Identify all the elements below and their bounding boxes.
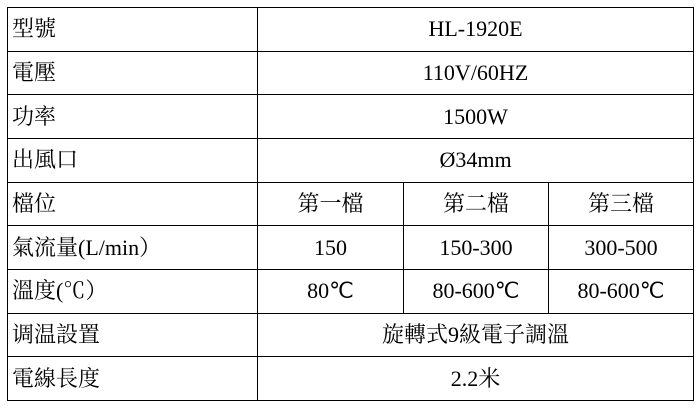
table-row — [8, 51, 694, 95]
row-value: 旋轉式9級電子調溫 — [258, 313, 694, 357]
row-label: 氣流量(L/min） — [8, 226, 258, 270]
row-value-3: 第三檔 — [549, 182, 694, 226]
row-value-1: 第一檔 — [258, 182, 404, 226]
row-value-2: 80-600℃ — [404, 269, 549, 313]
table-row — [8, 182, 694, 226]
row-label: 檔位 — [8, 182, 258, 226]
row-label: 電線長度 — [8, 357, 258, 401]
table-row — [8, 269, 694, 313]
row-value-2: 150-300 — [404, 226, 549, 270]
row-label: 功率 — [8, 95, 258, 139]
specification-table-body — [8, 8, 694, 401]
table-row — [8, 138, 694, 182]
row-label: 電壓 — [8, 51, 258, 95]
row-value-1: 80℃ — [258, 269, 404, 313]
row-label: 调温設置 — [8, 313, 258, 357]
row-label: 型號 — [8, 8, 258, 52]
table-row — [8, 226, 694, 270]
table-row — [8, 8, 694, 52]
row-label: 出風口 — [8, 138, 258, 182]
specification-table — [7, 7, 694, 401]
row-value: 1500W — [258, 95, 694, 139]
row-value: 2.2米 — [258, 357, 694, 401]
row-value: HL-1920E — [258, 8, 694, 52]
row-value-1: 150 — [258, 226, 404, 270]
row-label: 溫度(℃） — [8, 269, 258, 313]
table-row — [8, 95, 694, 139]
row-value-3: 300-500 — [549, 226, 694, 270]
row-value: 110V/60HZ — [258, 51, 694, 95]
row-value: Ø34mm — [258, 138, 694, 182]
table-row — [8, 357, 694, 401]
row-value-2: 第二檔 — [404, 182, 549, 226]
row-value-3: 80-600℃ — [549, 269, 694, 313]
table-row — [8, 313, 694, 357]
